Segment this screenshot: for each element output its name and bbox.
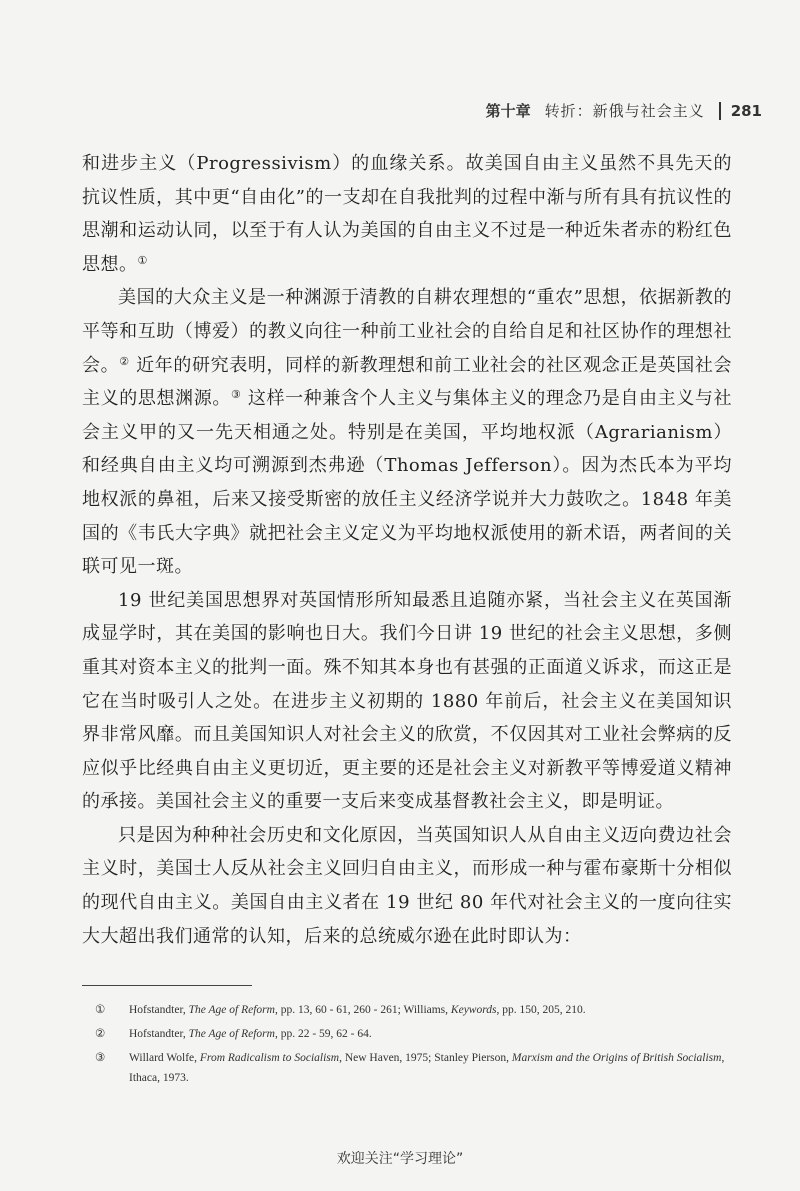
footnote-author: Hofstandter,: [129, 1028, 189, 1040]
footnote-work-title: Marxism and the Origins of British Socialism: [511, 1052, 722, 1064]
footnote-text: [129, 1048, 735, 1088]
footnote-pages: , New Haven, 1975; Stanley Pierson,: [339, 1052, 512, 1064]
chapter-title: 转折：新俄与社会主义: [544, 102, 705, 120]
footnote-2: [95, 1024, 735, 1044]
footnote-pages: , pp. 150, 205, 210.: [496, 1004, 586, 1016]
paragraph-2-text-b: 近年的研究表明，同样的新教理想和前工业社会的社区观念正是英国社会主义的思想渊源。: [82, 354, 733, 410]
footnote-work-title: From Radicalism to Socialism: [199, 1052, 340, 1064]
running-header: [486, 100, 762, 121]
footnote-ref-3[interactable]: ③: [231, 388, 242, 402]
footnote-pages: , pp. 13, 60 - 61, 260 - 261; Williams,: [274, 1004, 451, 1016]
footnote-ref-2[interactable]: ②: [119, 354, 130, 368]
footnote-mark: ②: [95, 1028, 106, 1040]
paragraph-1-text: 和进步主义（Progressivism）的血缘关系。故美国自由主义虽然不具先天的抗议性质，其中更“自由化”的一支却在自我批判的过程中渐与所有具有抗议性的思潮和运动认同，以至于有人认为美国的自由主义不过是一种近朱者赤的粉红色思想。: [82, 153, 732, 275]
page-number: 281: [730, 101, 762, 120]
footnote-work-title: The Age of Reform: [188, 1028, 275, 1040]
paragraph-2-text-c: 这样一种兼含个人主义与集体主义的理念乃是自由主义与社会主义甲的又一先天相通之处。特别是在美国，平均地权派（Agrarianism）和经典自由主义均可溯源到杰弗逊（Thomas Jefferson）。因为杰氏本为平均地权派的鼻祖，后来又接受斯密的放任主义经济学说并大力鼓吹之。1848 年美国的《韦氏大字典》就把社会主义定义为平均地权派使用的新术语，两者间的关联可见一斑。: [82, 388, 732, 578]
paragraph-2-text-a: 美国的大众主义是一种渊源于清教的自耕农理想的“重农”思想，依据新教的平等和互助（博爱）的教义向往一种前工业社会的自给自足和社区协作的理想社会。: [82, 287, 732, 376]
footnote-text: [129, 1024, 372, 1044]
paragraph-3: 19 世纪美国思想界对英国情形所知最悉且追随亦紧，当社会主义在英国渐成显学时，其在美国的影响也日大。我们今日讲 19 世纪的社会主义思想，多侧重其对资本主义的批判一面。殊不知其本身也有甚强的正面道义诉求，而这正是它在当时吸引人之处。在进步主义初期的 1880 年前后，社会主义在美国知识界非常风靡。而且美国知识人对社会主义的欣赏，不仅因其对工业社会弊病的反应似乎比经典自由主义更切近，更主要的还是社会主义对新教平等博爱道义精神的承接。美国社会主义的重要一支后来变成基督教社会主义，即是明证。: [82, 589, 732, 813]
footnote-author: Willard Wolfe,: [129, 1052, 200, 1064]
footnote-ref-1[interactable]: ①: [137, 253, 148, 267]
chapter-label: 第十章: [485, 102, 531, 120]
footnote-separator: [82, 985, 252, 986]
footnote-work-title: Keywords: [450, 1004, 497, 1016]
paragraph-1: [82, 147, 732, 281]
footnote-mark: ③: [95, 1052, 106, 1064]
footnote-author: Hofstandter,: [129, 1004, 189, 1016]
footnote-1: [95, 1000, 735, 1020]
footnotes: [95, 1000, 735, 1092]
footer-watermark: 欢迎关注“学习理论”: [336, 1151, 464, 1167]
footnote-pages: , Ithaca, 1973.: [129, 1052, 725, 1084]
paragraph-4: 只是因为种种社会历史和文化原因，当英国知识人从自由主义迈向费边社会主义时，美国士人反从社会主义回归自由主义，而形成一种与霍布豪斯十分相似的现代自由主义。美国自由主义者在 19 世纪 80 年代对社会主义的一度向往实大大超出我们通常的认知，后来的总统威尔逊在此时即认为：: [82, 824, 732, 947]
footnote-pages: , pp. 22 - 59, 62 - 64.: [274, 1028, 372, 1040]
footnote-mark: ①: [95, 1004, 106, 1016]
paragraph-2: [82, 281, 732, 583]
footnote-work-title: The Age of Reform: [188, 1004, 275, 1016]
main-text: [82, 147, 732, 953]
footnote-text: [129, 1000, 586, 1020]
footnote-3: [95, 1048, 735, 1088]
header-divider: [719, 102, 721, 120]
